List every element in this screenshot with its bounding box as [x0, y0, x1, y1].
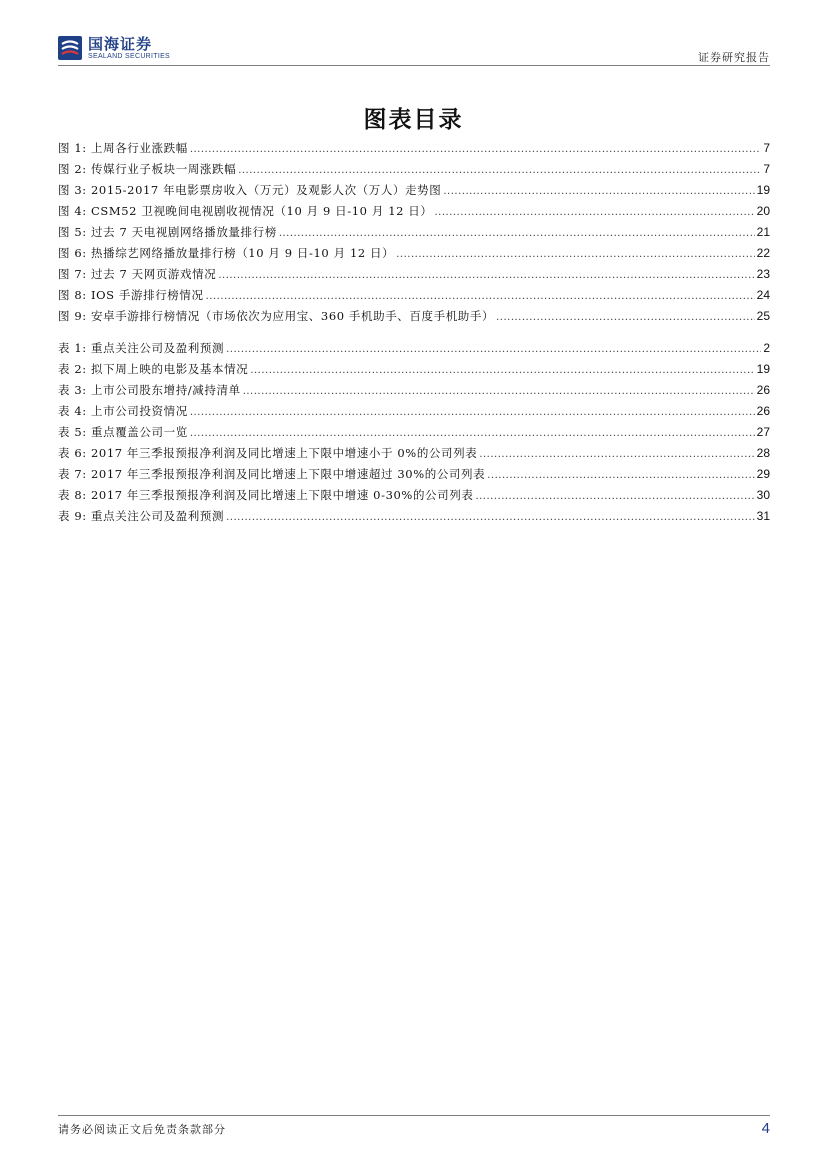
toc-entry-page: 27 [756, 425, 770, 439]
dot-leader [396, 244, 754, 265]
toc-figure-entry[interactable] [58, 180, 770, 201]
dot-leader [190, 139, 762, 160]
toc-entry-label: 图 2: 传媒行业子板块一周涨跌幅 [58, 162, 237, 176]
toc-entry-page: 19 [756, 362, 770, 376]
dot-leader [496, 307, 755, 328]
toc-figure-entry[interactable] [58, 159, 770, 180]
toc-table-entry[interactable] [58, 443, 770, 464]
toc-table-entry[interactable] [58, 401, 770, 422]
dot-leader [434, 202, 754, 223]
dot-leader [487, 465, 754, 486]
toc-entry-label: 图 3: 2015-2017 年电影票房收入（万元）及观影人次（万人）走势图 [58, 183, 442, 197]
page-title: 图表目录 [363, 107, 464, 133]
header-divider [58, 65, 770, 66]
toc-entry-label: 表 7: 2017 年三季报预报净利润及同比增速上下限中增速超过 30%的公司列表 [58, 467, 486, 481]
toc-entry-page: 31 [756, 509, 770, 523]
dot-leader [190, 402, 755, 423]
dot-leader [226, 339, 761, 360]
table-of-figures [58, 138, 770, 527]
toc-entry-label: 图 9: 安卓手游排行榜情况（市场依次为应用宝、360 手机助手、百度手机助手） [58, 309, 495, 323]
dot-leader [443, 181, 754, 202]
toc-entry-page: 30 [756, 488, 770, 502]
footer-disclaimer: 请务必阅读正文后免责条款部分 [58, 1123, 226, 1136]
toc-entry-label: 图 5: 过去 7 天电视剧网络播放量排行榜 [58, 225, 277, 239]
toc-entry-page: 23 [756, 267, 770, 281]
toc-entry-label: 表 3: 上市公司股东增持/减持清单 [58, 383, 241, 397]
dot-leader [279, 223, 755, 244]
toc-figure-entry[interactable] [58, 264, 770, 285]
dot-leader [243, 381, 755, 402]
toc-entry-label: 表 9: 重点关注公司及盈利预测 [58, 509, 225, 523]
toc-entry-page: 21 [756, 225, 770, 239]
brand-name-en: SEALAND SECURITIES [88, 53, 171, 60]
toc-entry-page: 26 [756, 383, 770, 397]
dot-leader [190, 423, 755, 444]
dot-leader [250, 360, 754, 381]
toc-table-entry[interactable] [58, 422, 770, 443]
page-number: 4 [761, 1120, 770, 1137]
table-list [58, 338, 770, 527]
brand-name-cn: 国海证券 [88, 35, 153, 53]
toc-table-entry[interactable] [58, 380, 770, 401]
toc-table-entry[interactable] [58, 338, 770, 359]
toc-table-entry[interactable] [58, 485, 770, 506]
toc-entry-label: 图 7: 过去 7 天网页游戏情况 [58, 267, 217, 281]
toc-entry-label: 图 4: CSM52 卫视晚间电视剧收视情况（10 月 9 日-10 月 12 日） [58, 204, 433, 218]
page-header [58, 36, 770, 63]
dot-leader [226, 507, 755, 528]
toc-entry-page: 22 [756, 246, 770, 260]
toc-entry-page: 2 [763, 341, 770, 355]
sealand-logo-icon [58, 36, 82, 60]
toc-entry-page: 29 [756, 467, 770, 481]
toc-entry-label: 表 5: 重点覆盖公司一览 [58, 425, 188, 439]
toc-entry-page: 20 [756, 204, 770, 218]
dot-leader [479, 444, 754, 465]
toc-entry-page: 7 [763, 141, 770, 155]
dot-leader [475, 486, 754, 507]
toc-figure-entry[interactable] [58, 222, 770, 243]
toc-entry-label: 表 1: 重点关注公司及盈利预测 [58, 341, 225, 355]
toc-table-entry[interactable] [58, 506, 770, 527]
toc-figure-entry[interactable] [58, 243, 770, 264]
toc-entry-label: 图 1: 上周各行业涨跌幅 [58, 141, 188, 155]
toc-entry-page: 7 [763, 162, 770, 176]
toc-table-entry[interactable] [58, 359, 770, 380]
toc-figure-entry[interactable] [58, 306, 770, 327]
toc-entry-label: 表 2: 拟下周上映的电影及基本情况 [58, 362, 249, 376]
toc-figure-entry[interactable] [58, 285, 770, 306]
toc-entry-label: 表 8: 2017 年三季报预报净利润及同比增速上下限中增速 0-30%的公司列表 [58, 488, 474, 502]
footer-divider [58, 1115, 770, 1116]
dot-leader [218, 265, 754, 286]
report-type-label: 证券研究报告 [698, 51, 770, 64]
toc-figure-entry[interactable] [58, 138, 770, 159]
toc-entry-page: 25 [756, 309, 770, 323]
toc-figure-entry[interactable] [58, 201, 770, 222]
toc-entry-label: 图 6: 热播综艺网络播放量排行榜（10 月 9 日-10 月 12 日） [58, 246, 395, 260]
dot-leader [206, 286, 755, 307]
section-gap [58, 327, 770, 338]
toc-entry-page: 28 [756, 446, 770, 460]
toc-entry-label: 图 8: IOS 手游排行榜情况 [58, 288, 204, 302]
toc-entry-page: 24 [756, 288, 770, 302]
toc-entry-label: 表 4: 上市公司投资情况 [58, 404, 188, 418]
toc-entry-page: 26 [756, 404, 770, 418]
toc-entry-page: 19 [756, 183, 770, 197]
figure-list [58, 138, 770, 327]
toc-entry-label: 表 6: 2017 年三季报预报净利润及同比增速上下限中增速小于 0%的公司列表 [58, 446, 478, 460]
toc-table-entry[interactable] [58, 464, 770, 485]
dot-leader [238, 160, 761, 181]
